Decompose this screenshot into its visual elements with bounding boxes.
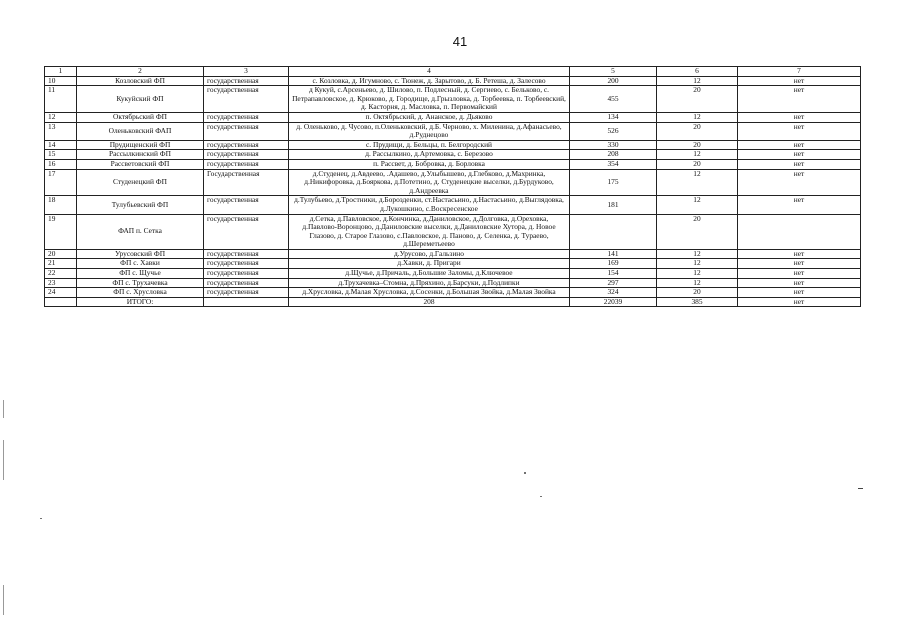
settlements-list-cell: д.Трухачевка–Стомна, д.Пряхино, д.Барсуки, д.Подлипки	[289, 278, 570, 288]
total-settlements-cell: 208	[289, 297, 570, 307]
settlements-list-cell: д.Сетка, д.Павловское, д.Кончинка, д.Даниловское, д.Долговка, д.Ореховка, д.Павлово-Воронцово, д.Даниловские выселки, д.Даниловские Хутора, д. Новое Глазово, д. Старое Глазово, с.Павловское, д. Паново, д. Селенка, д. Тураево, д.Шереметьеево	[289, 214, 570, 249]
settlements-list-cell: д. Рассылкино, д.Артемовка, с. Березово	[289, 150, 570, 160]
table-row	[45, 112, 861, 122]
scan-margin-mark	[3, 585, 4, 615]
table-row	[45, 122, 861, 140]
population-cell: 526	[570, 122, 657, 140]
distance-cell: 20	[657, 122, 738, 140]
settlements-list-cell: п. Рассвет, д. Бобровка, д. Борловка	[289, 159, 570, 169]
ownership-type-cell: государственная	[204, 269, 289, 279]
table-row	[45, 214, 861, 249]
settlements-list-cell: д. Оленьково, д. Чусово, п.Оленьковский, д.Б. Черново, х. Миленина, д.Афанасьево, д.Руднецово	[289, 122, 570, 140]
ownership-type-cell: государственная	[204, 259, 289, 269]
facility-name-cell: Октябрьский ФП	[77, 112, 204, 122]
header-cell: 2	[77, 67, 204, 77]
facility-name-cell: Рассылкинский ФП	[77, 150, 204, 160]
header-cell: 6	[657, 67, 738, 77]
distance-cell: 20	[657, 140, 738, 150]
table-row	[45, 86, 861, 113]
settlements-list-cell: д.Хрусловка, д.Малая Хрусловка, д.Сосенки, д.Большая Звойка, д.Малая Звойка	[289, 288, 570, 298]
page-number: 41	[452, 34, 468, 49]
total-row	[45, 297, 861, 307]
facility-name-cell: Тулубьевский ФП	[77, 196, 204, 214]
row-number-cell: 12	[45, 112, 77, 122]
flag-cell: нет	[738, 169, 861, 196]
population-cell: 354	[570, 159, 657, 169]
settlements-list-cell: д.Тулубьево, д.Тростники, д.Борозденки, ст.Настасьино, д.Настасьино, д.Выглядовка, д.Лукошкино, с.Воскресенское	[289, 196, 570, 214]
facility-name-cell: ФП с. Хавки	[77, 259, 204, 269]
total-population-cell: 22039	[570, 297, 657, 307]
table-row	[45, 76, 861, 86]
table-row	[45, 278, 861, 288]
flag-cell: нет	[738, 259, 861, 269]
header-row	[45, 67, 861, 77]
settlements-list-cell: д.Хавки, д. Пригари	[289, 259, 570, 269]
scan-speck	[524, 472, 526, 474]
distance-cell: 20	[657, 288, 738, 298]
scan-margin-mark	[3, 440, 4, 480]
population-cell: 297	[570, 278, 657, 288]
population-cell: 141	[570, 249, 657, 259]
flag-cell: нет	[738, 159, 861, 169]
row-number-cell: 19	[45, 214, 77, 249]
total-flag-cell: нет	[738, 297, 861, 307]
row-number-cell: 14	[45, 140, 77, 150]
table-body	[45, 67, 861, 307]
population-cell: 175	[570, 169, 657, 196]
distance-cell: 12	[657, 196, 738, 214]
facility-name-cell: ФП с. Щучье	[77, 269, 204, 279]
facility-name-cell: Козловский ФП	[77, 76, 204, 86]
row-number-cell: 16	[45, 159, 77, 169]
population-cell: 169	[570, 259, 657, 269]
row-number-cell: 21	[45, 259, 77, 269]
flag-cell: нет	[738, 150, 861, 160]
distance-cell: 12	[657, 278, 738, 288]
distance-cell: 20	[657, 86, 738, 113]
distance-cell: 12	[657, 112, 738, 122]
ownership-type-cell: Государственная	[204, 169, 289, 196]
flag-cell: нет	[738, 112, 861, 122]
ownership-type-cell: государственная	[204, 249, 289, 259]
facility-name-cell: Оленьковский ФАП	[77, 122, 204, 140]
row-number-cell: 20	[45, 249, 77, 259]
settlements-list-cell: д.Студенец, д.Авдеево, .Адашево, д.Улыбышево, д.Глебково, д.Махринка, д.Никифоровка, д.Бояркова, д.Потетино, д. Студенецкие выселки, д.Бурдуково, д.Андреевка	[289, 169, 570, 196]
scan-speck	[40, 518, 42, 519]
scan-speck	[858, 488, 863, 489]
scan-speck	[540, 496, 542, 497]
flag-cell: нет	[738, 140, 861, 150]
row-number-cell: 18	[45, 196, 77, 214]
distance-cell: 12	[657, 169, 738, 196]
flag-cell: нет	[738, 288, 861, 298]
population-cell: 134	[570, 112, 657, 122]
flag-cell: нет	[738, 196, 861, 214]
distance-cell: 12	[657, 269, 738, 279]
settlements-list-cell: с. Прудищи, д. Бельцы, п. Белгородский	[289, 140, 570, 150]
ownership-type-cell: государственная	[204, 112, 289, 122]
header-cell: 4	[289, 67, 570, 77]
settlements-list-cell: д.Урусово, д.Гальзино	[289, 249, 570, 259]
facility-name-cell: Кукуйский ФП	[77, 86, 204, 113]
header-cell: 5	[570, 67, 657, 77]
distance-cell: 12	[657, 76, 738, 86]
data-table	[44, 66, 861, 307]
population-cell: 455	[570, 86, 657, 113]
total-empty-cell	[45, 297, 77, 307]
table-row	[45, 259, 861, 269]
facility-name-cell: ФАП п. Сетка	[77, 214, 204, 249]
facility-name-cell: Прудищенский ФП	[77, 140, 204, 150]
distance-cell: 12	[657, 150, 738, 160]
total-empty-cell	[204, 297, 289, 307]
distance-cell: 12	[657, 249, 738, 259]
flag-cell: нет	[738, 76, 861, 86]
ownership-type-cell: государственная	[204, 122, 289, 140]
ownership-type-cell: государственная	[204, 76, 289, 86]
row-number-cell: 22	[45, 269, 77, 279]
table-row	[45, 269, 861, 279]
header-cell: 3	[204, 67, 289, 77]
row-number-cell: 15	[45, 150, 77, 160]
distance-cell: 12	[657, 259, 738, 269]
flag-cell: нет	[738, 122, 861, 140]
population-cell	[570, 214, 657, 249]
settlements-list-cell: д Кукуй, с.Арсеньево, д. Шилово, п. Подлесный, д. Сергиево, с. Бельково, с. Петрапавловское, д. Крюково, д. Городище, д.Грызловка, д. Торбеевка, п. Торбеевский, д. Касторня, д. Масловка, п. Первомайский	[289, 86, 570, 113]
row-number-cell: 24	[45, 288, 77, 298]
distance-cell: 20	[657, 214, 738, 249]
ownership-type-cell: государственная	[204, 159, 289, 169]
row-number-cell: 13	[45, 122, 77, 140]
ownership-type-cell: государственная	[204, 140, 289, 150]
population-cell: 324	[570, 288, 657, 298]
total-distance-cell: 385	[657, 297, 738, 307]
population-cell: 154	[570, 269, 657, 279]
flag-cell: нет	[738, 249, 861, 259]
table-row	[45, 196, 861, 214]
scan-margin-mark	[3, 400, 4, 418]
table-row	[45, 150, 861, 160]
population-cell: 208	[570, 150, 657, 160]
ownership-type-cell: государственная	[204, 214, 289, 249]
table-row	[45, 159, 861, 169]
table-row	[45, 249, 861, 259]
flag-cell: нет	[738, 86, 861, 113]
facility-name-cell: Студенецкий ФП	[77, 169, 204, 196]
ownership-type-cell: государственная	[204, 86, 289, 113]
ownership-type-cell: государственная	[204, 196, 289, 214]
row-number-cell: 23	[45, 278, 77, 288]
table-row	[45, 140, 861, 150]
settlements-list-cell: с. Козловка, д. Игумново, с. Тюнеж, д. Зарытово, д. Б. Ретеша, д. Залесово	[289, 76, 570, 86]
population-cell: 330	[570, 140, 657, 150]
population-cell: 181	[570, 196, 657, 214]
facility-name-cell: ФП с. Трухачевка	[77, 278, 204, 288]
row-number-cell: 10	[45, 76, 77, 86]
settlements-list-cell: п. Октябрьский, д. Ананское, д. Дьяково	[289, 112, 570, 122]
header-cell: 1	[45, 67, 77, 77]
table-row	[45, 169, 861, 196]
row-number-cell: 17	[45, 169, 77, 196]
flag-cell: нет	[738, 269, 861, 279]
facility-name-cell: ФП с. Хрусловка	[77, 288, 204, 298]
table-row	[45, 288, 861, 298]
ownership-type-cell: государственная	[204, 278, 289, 288]
flag-cell: нет	[738, 278, 861, 288]
settlements-list-cell: д.Щучье, д.Причаль, д.Большие Заломы, д.Ключевое	[289, 269, 570, 279]
header-cell: 7	[738, 67, 861, 77]
row-number-cell: 11	[45, 86, 77, 113]
facility-name-cell: Рассветовский ФП	[77, 159, 204, 169]
ownership-type-cell: государственная	[204, 288, 289, 298]
flag-cell	[738, 214, 861, 249]
ownership-type-cell: государственная	[204, 150, 289, 160]
population-cell: 200	[570, 76, 657, 86]
facility-name-cell: Урусовский ФП	[77, 249, 204, 259]
distance-cell: 20	[657, 159, 738, 169]
total-label-cell: ИТОГО:	[77, 297, 204, 307]
